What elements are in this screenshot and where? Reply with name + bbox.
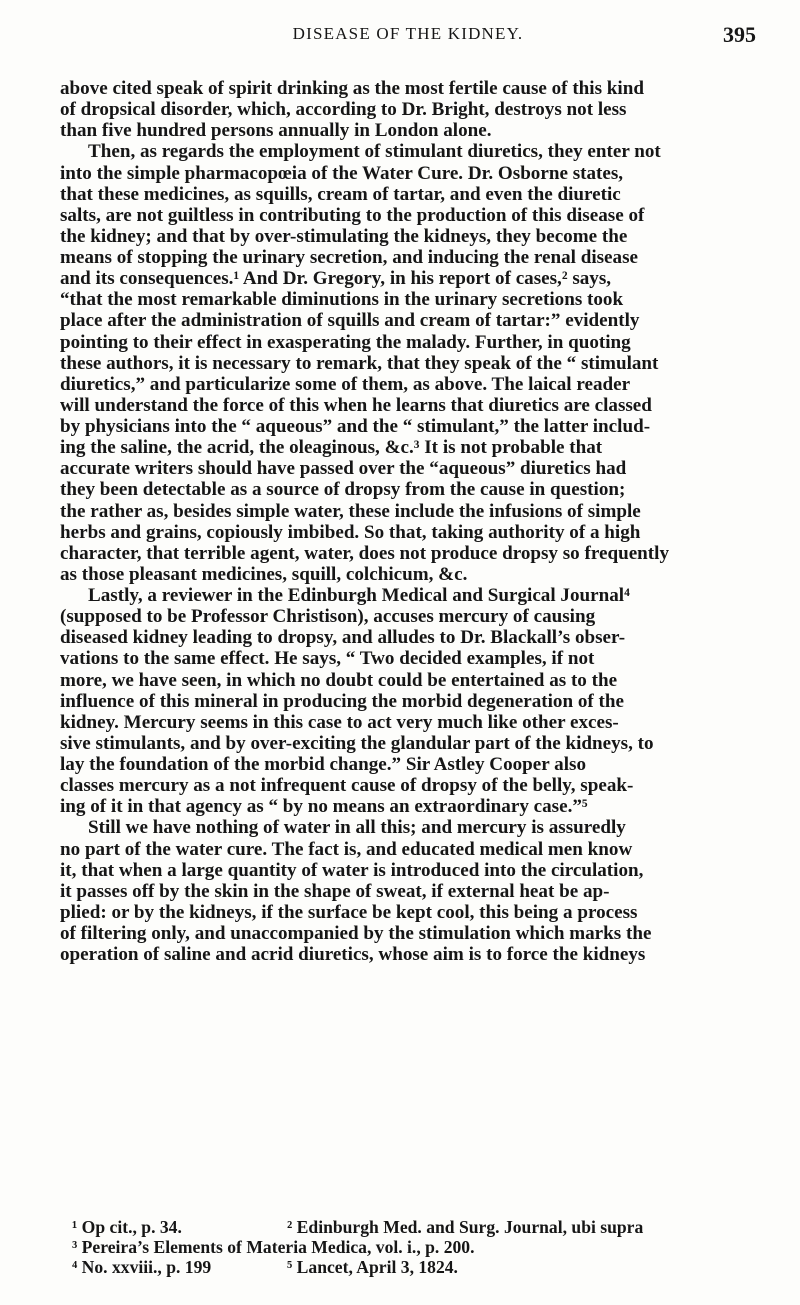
text-line: lay the foundation of the morbid change.” Sir Astley Cooper also — [60, 754, 586, 775]
footnote-5: ⁵ Lancet, April 3, 1824. — [287, 1257, 458, 1277]
footnote-row — [60, 1237, 756, 1257]
text-line: (supposed to be Professor Christison), accuses mercury of causing — [60, 606, 596, 628]
footnote-row — [60, 1217, 756, 1237]
text-line: salts, are not guiltless in contributing to the production of this disease of — [60, 204, 645, 226]
text-line: it passes off by the skin in the shape of sweat, if external heat be ap- — [60, 880, 610, 902]
text-line: the kidney; and that by over-stimulating the kidneys, they become the — [60, 225, 628, 247]
text-line: will understand the force of this when he learns that diuretics are classed — [60, 394, 652, 416]
text-line: diseased kidney leading to dropsy, and alludes to Dr. Blackall’s obser- — [60, 627, 626, 649]
text-line: these authors, it is necessary to remark, that they speak of the “ stimulant — [60, 352, 659, 374]
text-line: accurate writers should have passed over the “aqueous” diuretics had — [60, 458, 627, 480]
text-line: classes mercury as a not infrequent cause of dropsy of the belly, speak- — [60, 775, 634, 797]
footnote-row — [60, 1257, 756, 1277]
text-line: means of stopping the urinary secretion, and inducing the renal disease — [60, 247, 638, 268]
text-line: herbs and grains, copiously imbibed. So that, taking authority of a high — [60, 521, 641, 543]
footnote-4: ⁴ No. xxviii., p. 199 — [72, 1257, 212, 1277]
body-text — [60, 78, 756, 965]
page-header — [60, 22, 756, 52]
footnote-2: ² Edinburgh Med. and Surg. Journal, ubi supra — [287, 1217, 644, 1237]
text-line: as those pleasant medicines, squill, colchicum, &c. — [60, 563, 468, 585]
text-line: sive stimulants, and by over-exciting the glandular part of the kidneys, to — [60, 732, 654, 754]
page-number: 395 — [723, 22, 756, 47]
text-line: it, that when a large quantity of water is introduced into the circulation, — [60, 859, 644, 881]
text-line: no part of the water cure. The fact is, and educated medical men know — [60, 838, 633, 860]
paragraph-start-line: Still we have nothing of water in all this; and mercury is assuredly — [88, 817, 626, 839]
footnotes — [60, 1217, 756, 1277]
text-line: into the simple pharmacopœia of the Water Cure. Dr. Osborne states, — [60, 162, 624, 184]
text-line: by physicians into the “ aqueous” and the “ stimulant,” the latter includ- — [60, 416, 651, 437]
text-line: above cited speak of spirit drinking as the most fertile cause of this kind — [60, 78, 644, 99]
text-line: vations to the same effect. He says, “ Two decided examples, if not — [60, 648, 595, 670]
text-line: ing of it in that agency as “ by no means an extraordinary case.”⁵ — [60, 796, 588, 818]
text-line: that these medicines, as squills, cream of tartar, and even the diuretic — [60, 183, 621, 205]
text-line: influence of this mineral in producing the morbid degeneration of the — [60, 690, 624, 712]
text-line: diuretics,” and particularize some of them, as above. The laical reader — [60, 373, 631, 395]
text-line: kidney. Mercury seems in this case to act very much like other exces- — [60, 711, 619, 733]
text-line: character, that terrible agent, water, does not produce dropsy so frequently — [60, 542, 670, 564]
text-line: plied: or by the kidneys, if the surface be kept cool, this being a process — [60, 901, 638, 923]
text-line: “that the most remarkable diminutions in the urinary secretions took — [60, 289, 624, 311]
text-line: of dropsical disorder, which, according to Dr. Bright, destroys not less — [60, 99, 627, 121]
footnote-3: ³ Pereira’s Elements of Materia Medica, vol. i., p. 200. — [72, 1237, 475, 1257]
text-line: the rather as, besides simple water, these include the infusions of simple — [60, 500, 641, 522]
text-line: place after the administration of squills and cream of tartar:” evidently — [60, 310, 640, 332]
text-line: they been detectable as a source of dropsy from the cause in question; — [60, 479, 626, 501]
running-title: DISEASE OF THE KIDNEY. — [292, 24, 524, 43]
text-line: and its consequences.¹ And Dr. Gregory, in his report of cases,² says, — [60, 268, 612, 290]
paragraph-start-line: Then, as regards the employment of stimulant diuretics, they enter not — [88, 141, 661, 163]
text-line: of filtering only, and unaccompanied by the stimulation which marks the — [60, 923, 652, 944]
text-line: ing the saline, the acrid, the oleaginous, &c.³ It is not probable that — [60, 437, 603, 459]
text-line: more, we have seen, in which no doubt could be entertained as to the — [60, 669, 618, 691]
text-line: than five hundred persons annually in London alone. — [60, 120, 492, 142]
text-line: pointing to their effect in exasperating the malady. Further, in quoting — [60, 331, 631, 353]
text-line: operation of saline and acrid diuretics, whose aim is to force the kidneys — [60, 944, 646, 966]
footnote-1: ¹ Op cit., p. 34. — [72, 1217, 182, 1237]
paragraph-start-line: Lastly, a reviewer in the Edinburgh Medical and Surgical Journal⁴ — [88, 585, 630, 606]
